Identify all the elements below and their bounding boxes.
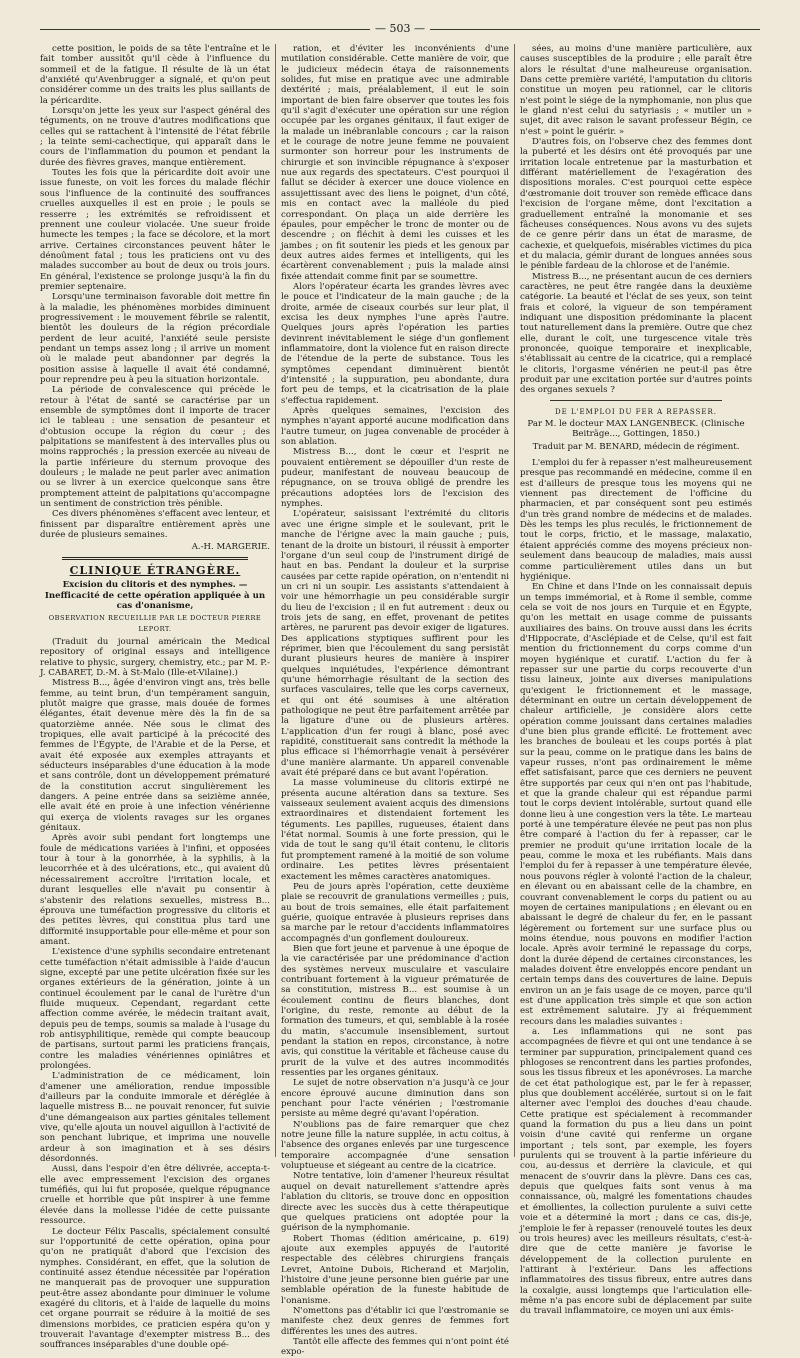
page-header xyxy=(40,20,760,42)
article-title: Excision du clitoris et des nymphes. — Inefficacité de cette opération appliquée à un cas d'onanisme, xyxy=(44,580,266,611)
column-1 xyxy=(40,44,270,1351)
paragraph: Après quelques semaines, l'excision des nymphes n'ayant apporté aucune modification dans l'autre tumeur, on jugea convenable de procéder à son ablation. xyxy=(281,406,509,448)
paragraph: L'existence d'une syphilis secondaire entretenant cette tuméfaction n'était admissible à l'aide d'aucun signe, excepté par une petite ulcération fixée sur les organes extérieurs de la génération, jointe à un continuel écoulement par le canal de l'urètre d'un fluide muqueux. Cependant, regardant cette affection comme avérée, le médecin traitant avait, depuis peu de temps, soumis sa malade à l'usage du rob antisyphilitique, remède qui compte beaucoup de partisans, surtout parmi les praticiens français, contre les maladies vénériennes opiniâtres et prolongées. xyxy=(40,947,270,1071)
paragraph: Lorsqu'on jette les yeux sur l'aspect général des téguments, on ne trouve d'autres modifications que celles qui se rattachent à l'intensité de l'état fébrile ; la teinte semi-cachectique, qui apparaît dans le cours de l'inflammation du poumon et pendant la durée des fièvres graves, manque entièrement. xyxy=(40,106,270,168)
column-2 xyxy=(281,44,509,1358)
article-author: Par M. le docteur MAX LANGENBECK. (Clinische Beiträge..., Gottingen, 1850.) xyxy=(527,419,745,440)
paragraph: L'emploi du fer à repasser n'est malheureusement presque pas recommandé en médecine, comme il en est d'ailleurs de presque tous les moyens qui ne viennent pas directement de l'officine du pharmacien, et par conséquent sont peu estimés d'un très grand nombre de médecins et de malades. Dès les temps les plus reculés, le frictionnement de tout le corps, frictio, et le massage, malaxatio, étaient appréciés comme des moyens précieux non-seulement dans beaucoup de maladies, mais aussi comme particulièrement utiles dans un but hygiénique. xyxy=(520,458,752,582)
paragraph: ration, et d'éviter les inconvénients d'une mutilation considérable. Cette manière de voir, que le judicieux médecin étaya de raisonnements solides, fut mise en pratique avec une admirable dextérité ; mais, préalablement, il eut le soin important de bien faire observer que toutes les fois qu'il s'agit d'exécuter une opération sur une région occupée par les organes génitaux, il faut exiger de la malade un inébranlable concours ; car la raison et le courage de notre jeune femme ne pouvaient surmonter son horreur pour les instruments de chirurgie et son invincible répugnance à s'exposer nue aux regards des spectateurs. C'est pourquoi il fallut se décider à exercer une douce violence en assujettissant avec des liens le poignet, d'un côté, mis en contact avec la malléole du pied correspondant. On plaça un aide derrière les épaules, pour empêcher le tronc de monter ou de descendre ; on fléchit à demi les cuisses et les jambes ; on fit soutenir les pieds et les genoux par deux autres aides fermes et intelligents, qui les écartèrent convenablement ; puis la malade ainsi fixée attendait comme finit par se soumettre. xyxy=(281,44,509,282)
paragraph: D'autres fois, on l'observe chez des femmes dont la puberté et les désirs ont été provoqués par une irritation locale entretenue par la masturbation et différant matériellement de l'exagération des dispositions morales. C'est pourquoi cette espèce d'œstromanie doit trouver son remède efficace dans l'excision de l'organe même, dont l'excitation a graduellement entraîné la monomanie et ses fâcheuses conséquences. Nous avons vu des sujets de ce genre périr dans un état de marasme, de cachexie, et quelquefois, misérables victimes du pica et du malacia, gémir durant de longues années sous le pénible fardeau de la chlorose et de l'anémie. xyxy=(520,137,752,272)
paragraph: Après avoir subi pendant fort longtemps une foule de médications variées à l'infini, et opposées tour à tour à la gonorrhée, à la syphilis, à la leucorrhée et à des ulcérations, etc., qui avaient dû nécessairement accroître l'irritation locale, et durant lesquelles elle n'avait pu consentir à s'abstenir des relations sexuelles, mistress B... éprouva une tuméfaction progressive du clitoris et des petites lèvres, qui constitua plus tard une difformité insupportable pour elle-même et pour son amant. xyxy=(40,833,270,947)
paragraph: La période de convalescence qui précède le retour à l'état de santé se caractérise par un ensemble de symptômes dont il importe de tracer ici le tableau : une sensation de pesanteur et d'obtusion occupe la région du cœur ; des palpitations se manifestent à des intervalles plus ou moins rapprochés ; la pression exercée au niveau de la partie inférieure du sternum provoque des douleurs ; le malade ne peut parler avec animation ou se livrer à un exercice quelconque sans être promptement atteint de palpitations qu'accompagne un sentiment de constriction très pénible. xyxy=(40,385,270,510)
column-divider xyxy=(514,44,515,1157)
paragraph: cette position, le poids de sa tête l'entraîne et le fait tomber aussitôt qu'il cède à l'influence du sommeil et de la fatigue. Il résulte de là un état d'anxiété qu'Avenbrugger a signalé, et qu'on peut considérer comme un des traits les plus saillants de la péricardite. xyxy=(40,44,270,106)
article-translator: Traduit par M. BENARD, médecin de régiment. xyxy=(532,441,740,452)
paragraph: Robert Thomas (édition américaine, p. 619) ajoute aux exemples appuyés de l'autorité respectable des célèbres chirurgiens français Levret, Antoine Dubois, Richerand et Marjolin, l'histoire d'une jeune personne bien guérie par une semblable opération de la funeste habitude de l'onanisme. xyxy=(281,1233,509,1306)
column-divider xyxy=(275,44,276,1157)
page-number: — 503 — xyxy=(375,22,425,35)
paragraph: Ces divers phénomènes s'effacent avec lenteur, et finissent par disparaître entièrement après une durée de plusieurs semaines. xyxy=(40,509,270,541)
paragraph: Mistress B..., ne présentant aucun de ces derniers caractères, ne peut être rangée dans la deuxième catégorie. La beauté et l'éclat de ses yeux, son teint frais et coloré, la vigueur de son tempérament indiquant une disposition prédominante la placent tout naturellement dans la première. Outre que chez elle, durant le coït, une turgescence vitale très prononcée, quoique temporaire et inexplicable, s'établissait au centre de la cicatrice, qui a remplacé le clitoris, l'orgasme vénérien ne peut-il pas être produit par une excitation portée sur d'autres points des organes sexuels ? xyxy=(520,271,752,396)
author-signature: A.-H. MARGERIE. xyxy=(191,541,270,552)
header-rule-left xyxy=(40,29,370,30)
paragraph: Bien que fort jeune et parvenue à une époque de la vie caractérisée par une prédominance d'action des systèmes nerveux musculaire et vasculaire contribuant fortement à la vigueur prématurée de sa constitution, mistress B... est soumise à un écoulement continu de fleurs blanches, dont l'origine, du reste, remonte au début de la formation des tumeurs, et qui, semblable à la rosée du matin, s'accumule insensiblement, surtout pendant la station en repos, circonstance, à notre avis, qui constitue la véritable et fâcheuse cause du prurit de la vulve et des autres incommodités ressenties par les organes génitaux. xyxy=(281,943,509,1079)
paragraph: sées, au moins d'une manière particulière, aux causes susceptibles de la produire ; elle paraît être alors le résultat d'une malheureuse organisation. Dans cette première variété, l'amputation du clitoris constitue un moyen peu rationnel, car le clitoris n'est point le siége de la nymphomanie, non plus que le gland n'est celui du satyriasis ; « mutiler un » sujet, dit avec raison le savant professeur Bégin, ce n'est » point le guérir. » xyxy=(520,44,752,137)
paragraph: Le sujet de notre observation n'a jusqu'à ce jour encore éprouvé aucune diminution dans son penchant pour l'acte vénérien ; l'œstromanie persiste au même degré qu'avant l'opération. xyxy=(281,1078,509,1120)
column-3 xyxy=(520,44,752,1317)
paragraph: L'administration de ce médicament, loin d'amener une amélioration, rendue impossible d'ailleurs par la conduite immorale et dérégléе à laquelle mistress B... ne pouvait renoncer, fut suivie d'une démangeaison aux parties génitales tellement vive, qu'elle ajouta un nouvel aiguillon à l'activité de son penchant lubrique, et imprima une nouvelle ardeur à son imagination et à ses désirs désordonnés. xyxy=(40,1071,270,1165)
section-title: CLINIQUE ÉTRANGÈRE. xyxy=(69,563,241,577)
paragraph: Notre tentative, loin d'amener l'heureux résultat auquel on devait naturellement s'attendre après l'ablation du clitoris, se trouve donc en opposition directe avec les succès dus à cette thérapeutique que quelques praticiens ont adoptée pour la guérison de la nymphomanie. xyxy=(281,1171,509,1234)
paragraph: Toutes les fois que la péricardite doit avoir une issue funeste, on voit les forces du malade fléchir sous l'influence de la continuité des souffrances cruelles auxquelles il est en proie ; le pouls se resserre ; les extrémités se refroidissent et prennent une couleur violacée. Une sueur froide humecte les tempes ; la face se décolore, et la mort arrive. Certaines circonstances peuvent hâter le dénoûment fatal ; tous les praticiens ont vu des malades succomber au bout de deux ou trois jours. En général, l'existence se prolonge jusqu'à la fin du premier septenaire. xyxy=(40,168,270,292)
paragraph: Peu de jours après l'opération, cette deuxième plaie se recouvrit de granulations vermeilles ; puis, au bout de trois semaines, elle était parfaitement guérie, quoique entravée à plusieurs reprises dans sa marche par le retour d'accidents inflammatoires accompagnés d'un gonflement douloureux. xyxy=(281,881,509,944)
paragraph: Mistress B..., dont le cœur et l'esprit ne pouvaient entièrement se dépouiller d'un reste de pudeur, manifestant de nouveau beaucoup de répugnance, on se trouva obligé de prendre les précautions adoptées lors de l'excision des nymphes. xyxy=(281,447,509,510)
article-intro: (Traduit du journal américain the Medical repository of original essays and intelligence relative to physic, surgery, chemistry, etc.; par M. P.-J. CABARET, D.-M. à St-Malo (Ille-et-Vilaine).) xyxy=(40,636,270,678)
paragraph: Mistress B..., âgée d'environ vingt ans, très belle femme, au teint brun, d'un tempérament sanguin, plutôt maigre que grasse, mais douée de formes élégantes, était devenue mère dès la fin de sa quatorzième année. Née sous le climat des tropiques, elle avait participé à la précocité des femmes de l'Égypte, de l'Arabie et de la Perse, et avait été exposée aux exemples attrayants et séducteurs inséparables d'une éducation à la mode et sans contrôle, dont un développement prématuré de la constitution accrut singulièrement les dangers. A peine entrée dans sa seizième année, elle avait été en proie à une infection vénérienne qui exerça de violents ravages sur les organes génitaux. xyxy=(40,678,270,834)
paragraph: L'opérateur, saisissant l'extrémité du clitoris avec une érigne simple et le soulevant, prit le manche de l'érigne avec la main gauche ; puis, tenant de la droite un bistouri, il réussit à emporter l'organe d'un seul coup de l'instrument dirigé de haut en bas. Pendant la douleur et la surprise causées par cette rapide opération, on n'entendit ni un cri ni un soupir. Les assistants s'attendaient à voir une hémorrhagie un peu considérable surgir du lieu de l'excision ; il en fut autrement : deux ou trois jets de sang, en effet, provenant de petites artères, ne parurent pas devoir exiger de ligatures. Des applications styptiques suffirent pour les réprimer, bien que l'écoulement du sang persistât durant plusieurs heures de manière à inspirer quelques inquiétudes, l'expérience démontrant qu'une hémorrhagie résultant de la section des surfaces vasculaires, telle que les corps caverneux, et qui ont été soumises à une altération pathologique ne peut être parfaitement arrêtée par la ligature d'une ou de plusieurs artères. L'application d'un fer rougi à blanc, posé avec rapidité, constituerait sans contredit la méthode la plus efficace si l'hémorrhagie venait à persévérer d'une manière alarmante. Un appareil convenable avait été préparé dans ce but avant l'opération. xyxy=(281,509,509,779)
paragraph: Le docteur Félix Pascalis, spécialement consulté sur l'opportunité de cette opération, opina pour qu'on ne pratiquât d'abord que l'excision des nymphes. Considérant, en effet, que la solution de continuité assez étendue nécessitée par l'opération ne manquerait pas de provoquer une suppuration peut-être assez abondante pour diminuer le volume exagéré du clitoris, et à l'aide de laquelle du moins cet organe pourrait se réduire à la moitié de ses dimensions morbides, ce praticien espéra qu'on y trouverait l'avantage d'exempter mistress B... des souffrances inséparables d'une double opé- xyxy=(40,1226,270,1351)
paragraph: Lorsqu'une terminaison favorable doit mettre fin à la maladie, les phénomènes morbides diminuent progressivement : le mouvement fébrile se ralentit, bientôt les douleurs de la région précordiale perdent de leur acuité, l'anxiété seule persiste pendant un temps assez long ; il arrive un moment où le malade peut abandonner par degrés la position assise à laquelle il avait été condamné, pour reprendre peu à peu la situation horizontale. xyxy=(40,292,270,385)
article-title: DE L'EMPLOI DU FER A REPASSER. xyxy=(555,407,717,416)
paragraph: a. Les inflammations qui ne sont pas accompagnées de fièvre et qui ont une tendance à se terminer par suppuration, principalement quand ces phlogoses se rencontrent dans les parties profondes, sous les tissus fibreux et les aponévroses. La marche de cet état pathologique est, par le fer à repasser, plus que doublement accélérée, surtout si on le fait alterner avec l'emploi des douches d'eau chaude. Cette pratique est spécialement à recommander quand la formation du pus a lieu dans un point voisin d'une cavité qui renferme un organe important ; tels sont, par exemple, les foyers purulents qui se trouvent à la partie inférieure du cou, au-dessus et derrière la clavicule, et qui menacent de s'ouvrir dans la plèvre. Dans ces cas, depuis que quelques faits sont venus à ma connaissance, où, malgré les fomentations chaudes et émollientes, la collection purulente a suivi cette voie et a déterminé la mort ; dans ce cas, dis-je, j'emploie le fer à repasser (renouvelé toutes les deux ou trois heures) avec les meilleurs résultats, c'est-à-dire que de cette manière je favorise le développement de la collection purulente en l'attirant à l'extérieur. Dans les affections inflammatoires des tissus fibreux, entre autres dans la coxalgie, aussi longtemps que l'articulation elle-même n'a pas encore subi de déplacement par suite du travail inflammatoire, ce moyen uni aux émis- xyxy=(520,1026,752,1317)
paragraph: Aussi, dans l'espoir d'en être délivrée, accepta-t-elle avec empressement l'excision des organes tuméfiés, qui lui fut proposée, quelque répugnance cruelle et horrible que pût inspirer à une femme élevée dans la mollesse l'idée de cette puissante ressource. xyxy=(40,1164,270,1227)
section-separator xyxy=(62,557,248,560)
paragraph: La masse volumineuse du clitoris extirpé ne présenta aucune altération dans sa texture. Ses vaisseaux seulement avaient acquis des dimensions extraordinaires et distendaient fortement les téguments. Les papilles, rugueuses, étaient dans l'état normal. Soumis à une forte pression, qui le vida de tout le sang qu'il était contenu, le clitoris fut promptement ramené à la moitié de son volume ordinaire. Les petites lèvres présentaient exactement les mêmes caractères anatomiques. xyxy=(281,778,509,882)
paragraph: Alors l'opérateur écarta les grandes lèvres avec le pouce et l'indicateur de la main gauche ; de la droite, armée de ciseaux courbés sur leur plat, il excisa les deux nymphes l'une après l'autre. Quelques jours après l'opération les parties devinrent inévitablement le siége d'un gonflement inflammatoire, dont la violence fut en raison directe de l'étendue de la perte de substance. Tous les symptômes cependant diminuèrent bientôt d'intensité ; la suppuration, peu abondante, dura fort peu de temps, et la cicatrisation de la plaie s'effectua rapidement. xyxy=(281,281,509,406)
article-separator xyxy=(550,400,722,401)
article-subtitle: OBSERVATION RECUEILLIE PAR LE DOCTEUR PIERRE LEPORT. xyxy=(48,614,262,633)
paragraph: Tantôt elle affecte des femmes qui n'ont point été expo- xyxy=(281,1336,509,1358)
header-rule-right xyxy=(430,29,760,30)
paragraph: N'omettons pas d'établir ici que l'œstromanie se manifeste chez deux genres de femmes fort différentes les unes des autres. xyxy=(281,1305,509,1337)
paragraph: En Chine et dans l'Inde on les connaissait depuis un temps immémorial, et à Rome il semble, comme cela se voit de nos jours en Turquie et en Égypte, qu'on les mettait en usage comme de puissants auxiliaires des bains. On trouve aussi dans les écrits d'Hippocrate, d'Asclépiade et de Celse, qu'il est fait mention du frictionnement du corps comme d'un moyen hygiénique et curatif. L'action du fer à repasser sur une partie du corps recouverte d'un tissu laineux, jointe aux diverses manipulations qu'exigent le frictionnement et le massage, déterminant en outre un certain développement de chaleur artificielle, je considère alors cette opération comme jouissant dans certaines maladies d'une bien plus grande efficité. Le frottement avec les branches de bouleau et les coups portés à plat sur la peau, comme on le pratique dans les bains de vapeur russes, n'ont pas ordinairement le même effet satisfaisant, parce que ces derniers ne peuvent être supportés par ceux qui n'en ont pas l'habitude, et que la grande chaleur qui est répandue parmi tout le corps devient intolérable, surtout quand elle donne lieu à une congestion vers la tête. Le marteau porté à une température élevée ne peut pas non plus être comparé à l'action du fer à repasser, car le premier ne produit qu'une irritation locale de la peau, comme le moxa et les rubéfiants. Mais dans l'emploi du fer à repasser à une température élevée, nous pouvons régler à volonté l'action de la chaleur, en élevant ou en abaissant celle de la chambre, en couvrant convenablement le corps du patient ou au moyen de certaines manipulations ; en élevant ou en abaissant le degré de chaleur du fer, en le passant légèrement ou fortement sur une surface plus ou moins étendue, nous pouvons en modifier l'action locale. Après avoir terminé le repassage du corps, dont la durée dépend de certaines circonstances, les malades doivent être enveloppés encore pendant un certain temps dans des couvertures de laine. Depuis environ un an je fais usage de ce moyen, parce qu'il est d'une application très simple et que son action est extrêmement salutaire. J'y ai fréquemment recours dans les maladies suivantes : xyxy=(520,582,752,1027)
paragraph: N'oublions pas de faire remarquer que chez notre jeune fille la nature supplée, in actu coitus, à l'absence des organes enlevés par une turgescence temporaire accompagnée d'une sensation voluptueuse et siégeant au centre de la cicatrice. xyxy=(281,1119,509,1172)
